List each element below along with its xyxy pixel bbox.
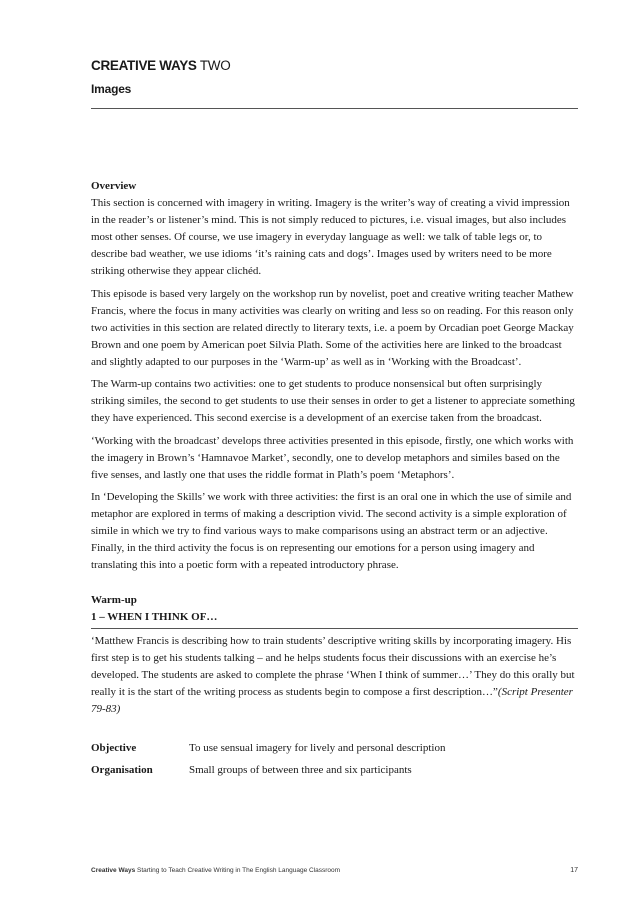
- footer-text: Starting to Teach Creative Writing in The English Language Classroom: [135, 867, 341, 874]
- warmup-section: [91, 592, 578, 718]
- overview-section: [91, 178, 578, 574]
- overview-paragraph-4: ‘Working with the broadcast’ develops three activities presented in this episode, firstly, one which works with the imagery in Brown’s ‘Hamnavoe Market’, secondly, one to develop metaphors and similes based on the five senses, and lastly one that uses the riddle format in Plath’s poem ‘Metaphors’.: [91, 434, 574, 481]
- page-header: [91, 58, 578, 96]
- header-divider: [91, 108, 578, 109]
- overview-heading: Overview: [91, 180, 137, 192]
- page-footer: [91, 867, 578, 874]
- warmup-heading: Warm-up: [91, 594, 137, 606]
- warmup-subheading: 1 – WHEN I THINK OF…: [91, 611, 218, 623]
- overview-paragraph-1: This section is concerned with imagery in writing. Imagery is the writer’s way of creating a vivid impression in the reader’s or listener’s mind. This is not simply reduced to pictures, i.e. visual images, but also includes most other senses. Of course, we use imagery in everyday language as well: we talk of table legs or, to describe bad weather, we use idioms ‘it’s raining cats and dogs’. Images used by writers need to be more striking otherwise they appear clichéd.: [91, 197, 570, 277]
- organisation-row: [91, 762, 578, 779]
- organisation-label: Organisation: [91, 764, 153, 776]
- page-number: 17: [570, 867, 578, 874]
- objective-text: To use sensual imagery for lively and personal description: [189, 742, 446, 754]
- warmup-quote: [91, 633, 578, 718]
- section-title: [91, 58, 578, 73]
- warmup-divider: [91, 628, 578, 629]
- script-reference: (Script Presenter 79-83): [91, 686, 573, 715]
- overview-paragraph-2: This episode is based very largely on the workshop run by novelist, poet and creative writing teacher Mathew Francis, where the focus in many activities was clearly on writing and less so on reading. For this reason only two activities in this section are related directly to literary texts, i.e. a poem by Orcadian poet George Mackay Brown and one poem by American poet Silvia Plath. Some of the activities here are linked to the broadcast and slightly adapted to our purposes in the ‘Warm-up’ as well as in ‘Working with the Broadcast’.: [91, 287, 574, 368]
- section-title-bold: CREATIVE WAYS: [91, 58, 197, 73]
- objective-row: [91, 740, 578, 757]
- section-title-rest: TWO: [196, 58, 231, 73]
- overview-paragraph-3: The Warm-up contains two activities: one to get students to produce nonsensical but often surprisingly striking similes, the second to get students to use their senses in order to get a listener to appreciate something they have experienced. This second exercise is a development of an exercise taken from the broadcast.: [91, 378, 575, 424]
- warmup-quote-text: ‘Matthew Francis is describing how to train students’ descriptive writing skills by incorporating imagery. His first step is to get his students talking – and he helps students focus their discussions with an exercise he’s developed. The students are asked to complete the phrase ‘When I think of summer…’ They do this orally but really it is the start of the writing process as students begin to compose a first description…”: [91, 635, 575, 698]
- overview-paragraph-5: In ‘Developing the Skills’ we work with three activities: the first is an oral one in which the use of simile and metaphor are explored in terms of making a description vivid. The second activity is a simple exploration of simile in which we try to find various ways to make comparisons using an abstract term or an adjective. Finally, in the third activity the focus is on representing our emotions for a person using imagery and translating this into a poetic form with a repeated introductory phrase.: [91, 491, 572, 571]
- organisation-text: Small groups of between three and six participants: [189, 764, 412, 776]
- footer-brand: Creative Ways: [91, 867, 136, 874]
- document-body: [91, 178, 578, 779]
- objective-label: Objective: [91, 742, 137, 754]
- section-subtitle: Images: [91, 82, 132, 96]
- activity-details: [91, 740, 578, 779]
